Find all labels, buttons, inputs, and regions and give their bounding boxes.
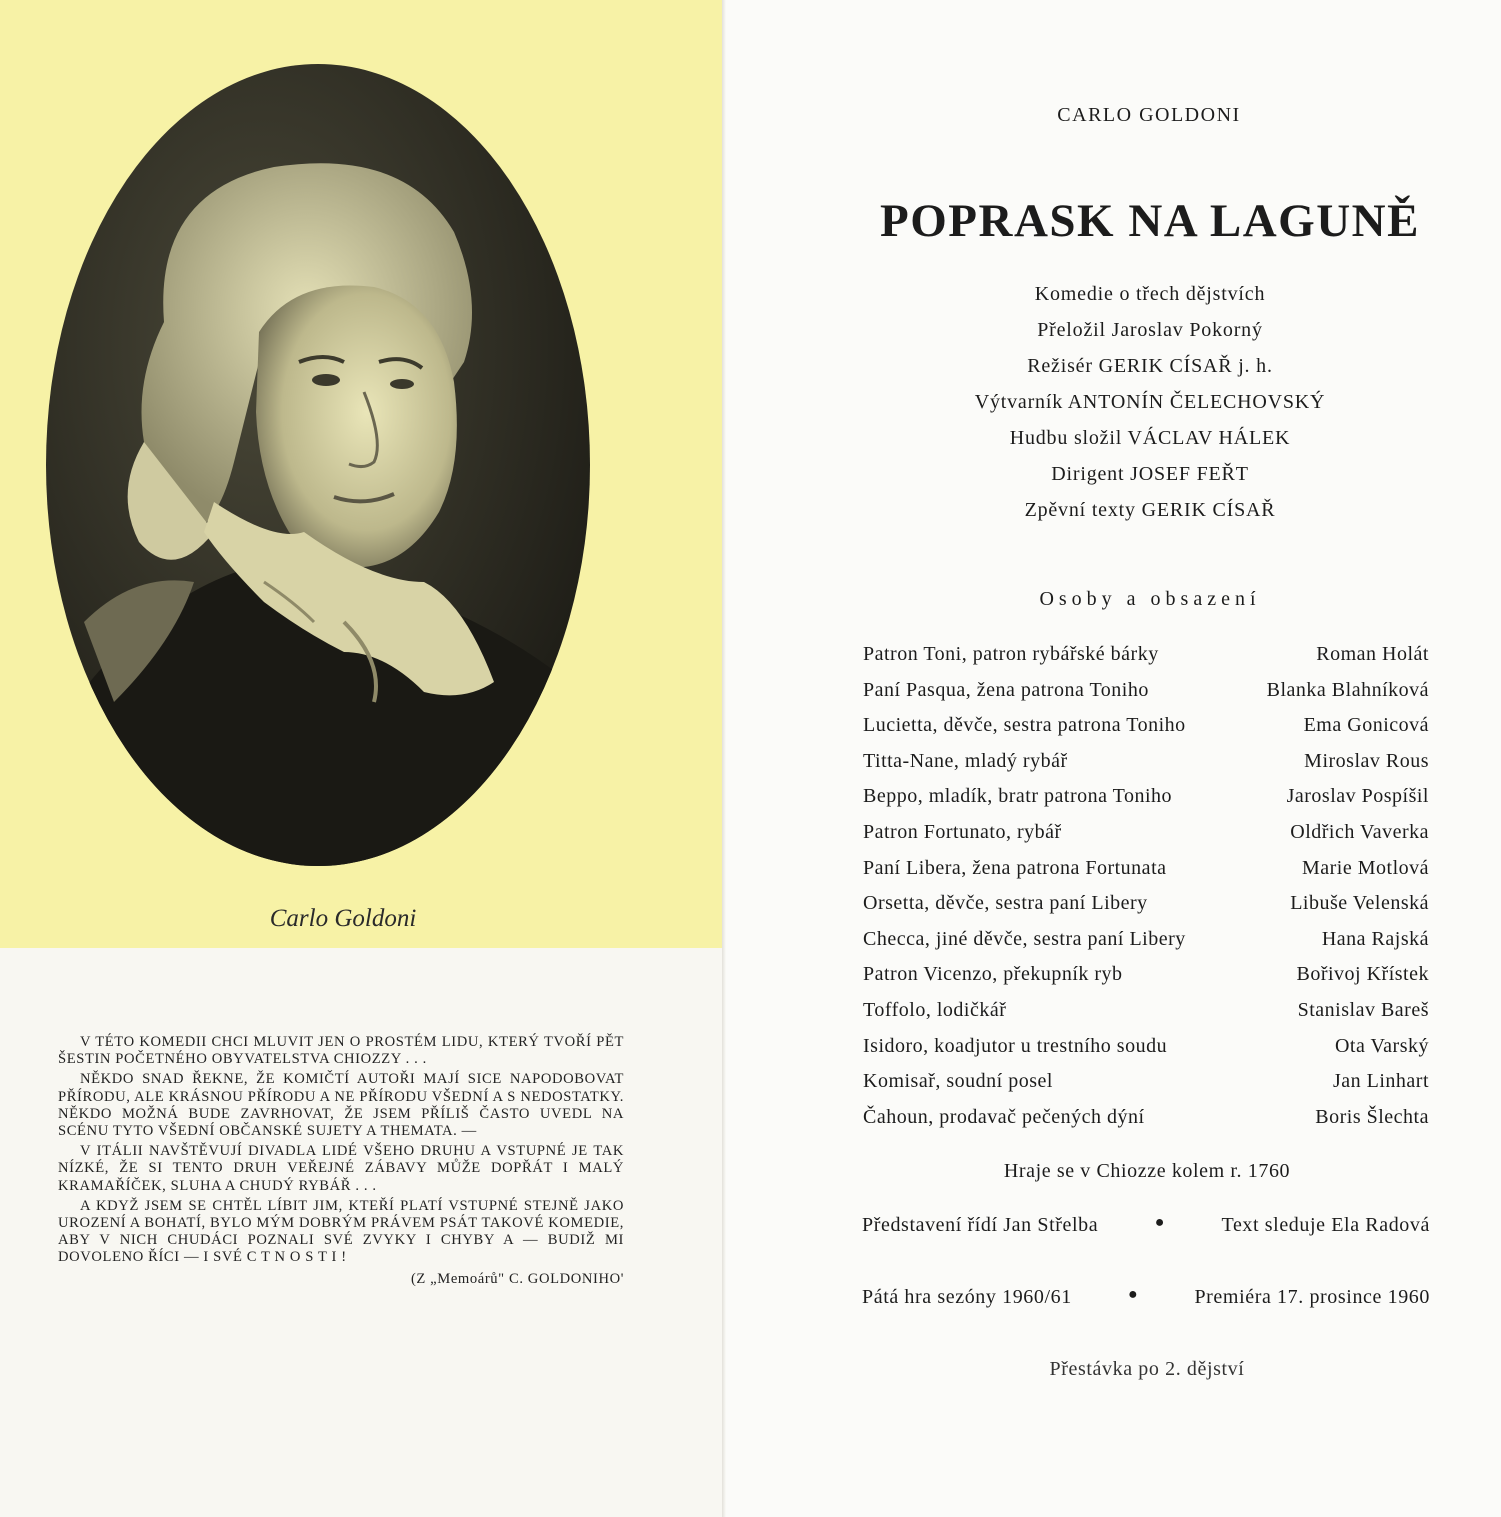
cast-actor: Hana Rajská xyxy=(1321,927,1429,950)
credit-line: Režisér GERIK CÍSAŘ j. h. xyxy=(1027,355,1273,377)
credits-block xyxy=(864,276,1436,528)
cast-actor: Boris Šlechta xyxy=(1315,1105,1429,1128)
goldoni-memoir-quote xyxy=(58,1034,624,1291)
cast-row xyxy=(863,922,1429,958)
cast-role: Toffolo, lodičkář xyxy=(863,998,1007,1021)
cast-role: Patron Toni, patron rybářské bárky xyxy=(863,643,1159,665)
quote-paragraph: NĚKDO SNAD ŘEKNE, ŽE KOMIČTÍ AUTOŘI MAJÍ SICE NAPODOBOVAT PŘÍRODU, ALE KRÁSNOU PŘÍRODU A NE PŘÍRODU VŠEDNÍ A S NEDOSTATKY. NĚKDO MOŽNÁ BUDE ZAVRHOVAT, ŽE JSEM PŘÍLIŠ ČASTO UVEDL NA SCÉNU TYTO VŠEDNÍ OBČANSKÉ SUJETY A THEMATA. — xyxy=(58,1071,624,1140)
intermission-note: Přestávka po 2. dějství xyxy=(1049,1358,1245,1380)
cast-actor: Oldřich Vaverka xyxy=(1290,820,1429,843)
cast-actor: Bořivoj Křístek xyxy=(1296,963,1429,986)
left-page xyxy=(0,0,722,1517)
credit-line: Komedie o třech dějstvích xyxy=(1034,283,1266,305)
cast-role: Isidoro, koadjutor u trestního soudu xyxy=(863,1034,1168,1057)
cast-role: Titta-Nane, mladý rybář xyxy=(863,749,1068,772)
cast-row xyxy=(863,886,1429,922)
cast-role: Paní Pasqua, žena patrona Toniho xyxy=(863,678,1149,701)
right-page xyxy=(726,0,1501,1517)
cast-row xyxy=(863,673,1429,709)
play-title: POPRASK NA LAGUNĚ xyxy=(880,195,1420,247)
cast-list xyxy=(863,637,1429,1135)
portrait-caption: Carlo Goldoni xyxy=(269,905,417,932)
author-name: CARLO GOLDONI xyxy=(1057,104,1241,126)
season-line xyxy=(862,1286,1430,1309)
cast-role: Orsetta, děvče, sestra paní Libery xyxy=(863,892,1148,915)
cast-row xyxy=(863,744,1429,780)
credit-line: Zpěvní texty GERIK CÍSAŘ xyxy=(1024,499,1276,521)
cast-role: Beppo, mladík, bratr patrona Toniho xyxy=(863,785,1173,808)
cast-role: Lucietta, děvče, sestra patrona Toniho xyxy=(863,714,1186,737)
bullet-separator: ● xyxy=(1154,1214,1165,1231)
credit-line: Výtvarník ANTONÍN ČELECHOVSKÝ xyxy=(974,391,1326,413)
cast-role: Čahoun, prodavač pečených dýní xyxy=(863,1105,1145,1128)
cast-row xyxy=(863,815,1429,851)
cast-actor: Blanka Blahníková xyxy=(1266,678,1429,701)
cast-row xyxy=(863,993,1429,1029)
cast-row xyxy=(863,1100,1429,1136)
goldoni-portrait xyxy=(44,62,592,868)
quote-source: (Z „Memoárů" C. GOLDONIHO' xyxy=(410,1270,624,1287)
cast-row xyxy=(863,1029,1429,1065)
quote-paragraph: V ITÁLII NAVŠTĚVUJÍ DIVADLA LIDÉ VŠEHO DRUHU A VSTUPNÉ JE TAK NÍZKÉ, ŽE SI TENTO DRUH VEŘEJNÉ ZÁBAVY MŮŽE DOPŘÁT I MALÝ KRAMAŘÍČEK, SLUHA A CHUDÝ RYBÁŘ . . . xyxy=(58,1143,624,1194)
cast-role: Patron Fortunato, rybář xyxy=(863,820,1062,843)
cast-role: Checca, jiné děvče, sestra paní Libery xyxy=(863,927,1186,950)
staff-line xyxy=(862,1214,1430,1237)
cast-actor: Libuše Velenská xyxy=(1290,892,1429,915)
prompter: Text sleduje Ela Radová xyxy=(1221,1214,1430,1236)
cast-actor: Miroslav Rous xyxy=(1304,749,1429,772)
cast-actor: Jaroslav Pospíšil xyxy=(1286,785,1429,808)
credit-line: Přeložil Jaroslav Pokorný xyxy=(1037,319,1263,341)
quote-paragraph: V TÉTO KOMEDII CHCI MLUVIT JEN O PROSTÉM LIDU, KTERÝ TVOŘÍ PĚT ŠESTIN POČETNÉHO OBYVATELSTVA CHIOZZY . . . xyxy=(58,1034,624,1068)
cast-actor: Roman Holát xyxy=(1316,643,1429,665)
cast-row xyxy=(863,708,1429,744)
quote-paragraph: A KDYŽ JSEM SE CHTĚL LÍBIT JIM, KTEŘÍ PLATÍ VSTUPNÉ STEJNĚ JAKO UROZENÍ A BOHATÍ, BYLO MÝM DOBRÝM PRÁVEM PSÁT TAKOVÉ KOMEDIE, ABY V NICH CHUDÁCI POZNALI SVÉ ZVYKY I CHYBY A — BUDIŽ MI DOVOLENO ŘÍCI — I SVÉ C T N O S T I ! xyxy=(58,1197,624,1266)
cast-row xyxy=(863,779,1429,815)
cast-role: Paní Libera, žena patrona Fortunata xyxy=(863,856,1167,879)
cast-actor: Ema Gonicová xyxy=(1303,714,1429,737)
cast-row xyxy=(863,957,1429,993)
cast-row xyxy=(863,851,1429,887)
cast-role: Patron Vicenzo, překupník ryb xyxy=(863,963,1123,986)
cast-row xyxy=(863,637,1429,673)
cast-row xyxy=(863,1064,1429,1100)
cast-heading: Osoby a obsazení xyxy=(1039,588,1261,610)
cast-actor: Marie Motlová xyxy=(1301,856,1429,879)
stage-manager: Představení řídí Jan Střelba xyxy=(862,1214,1099,1236)
setting-note: Hraje se v Chiozze kolem r. 1760 xyxy=(1003,1160,1291,1182)
credit-line: Hudbu složil VÁCLAV HÁLEK xyxy=(1009,427,1291,449)
season-info: Pátá hra sezóny 1960/61 xyxy=(862,1286,1072,1308)
cast-actor: Jan Linhart xyxy=(1332,1070,1429,1093)
cast-actor: Ota Varský xyxy=(1334,1034,1429,1057)
premiere-date: Premiéra 17. prosince 1960 xyxy=(1194,1286,1430,1308)
bullet-separator: ● xyxy=(1128,1286,1139,1303)
cast-actor: Stanislav Bareš xyxy=(1297,998,1429,1021)
credit-line: Dirigent JOSEF FEŘT xyxy=(1051,463,1249,485)
cast-role: Komisař, soudní posel xyxy=(863,1070,1053,1093)
